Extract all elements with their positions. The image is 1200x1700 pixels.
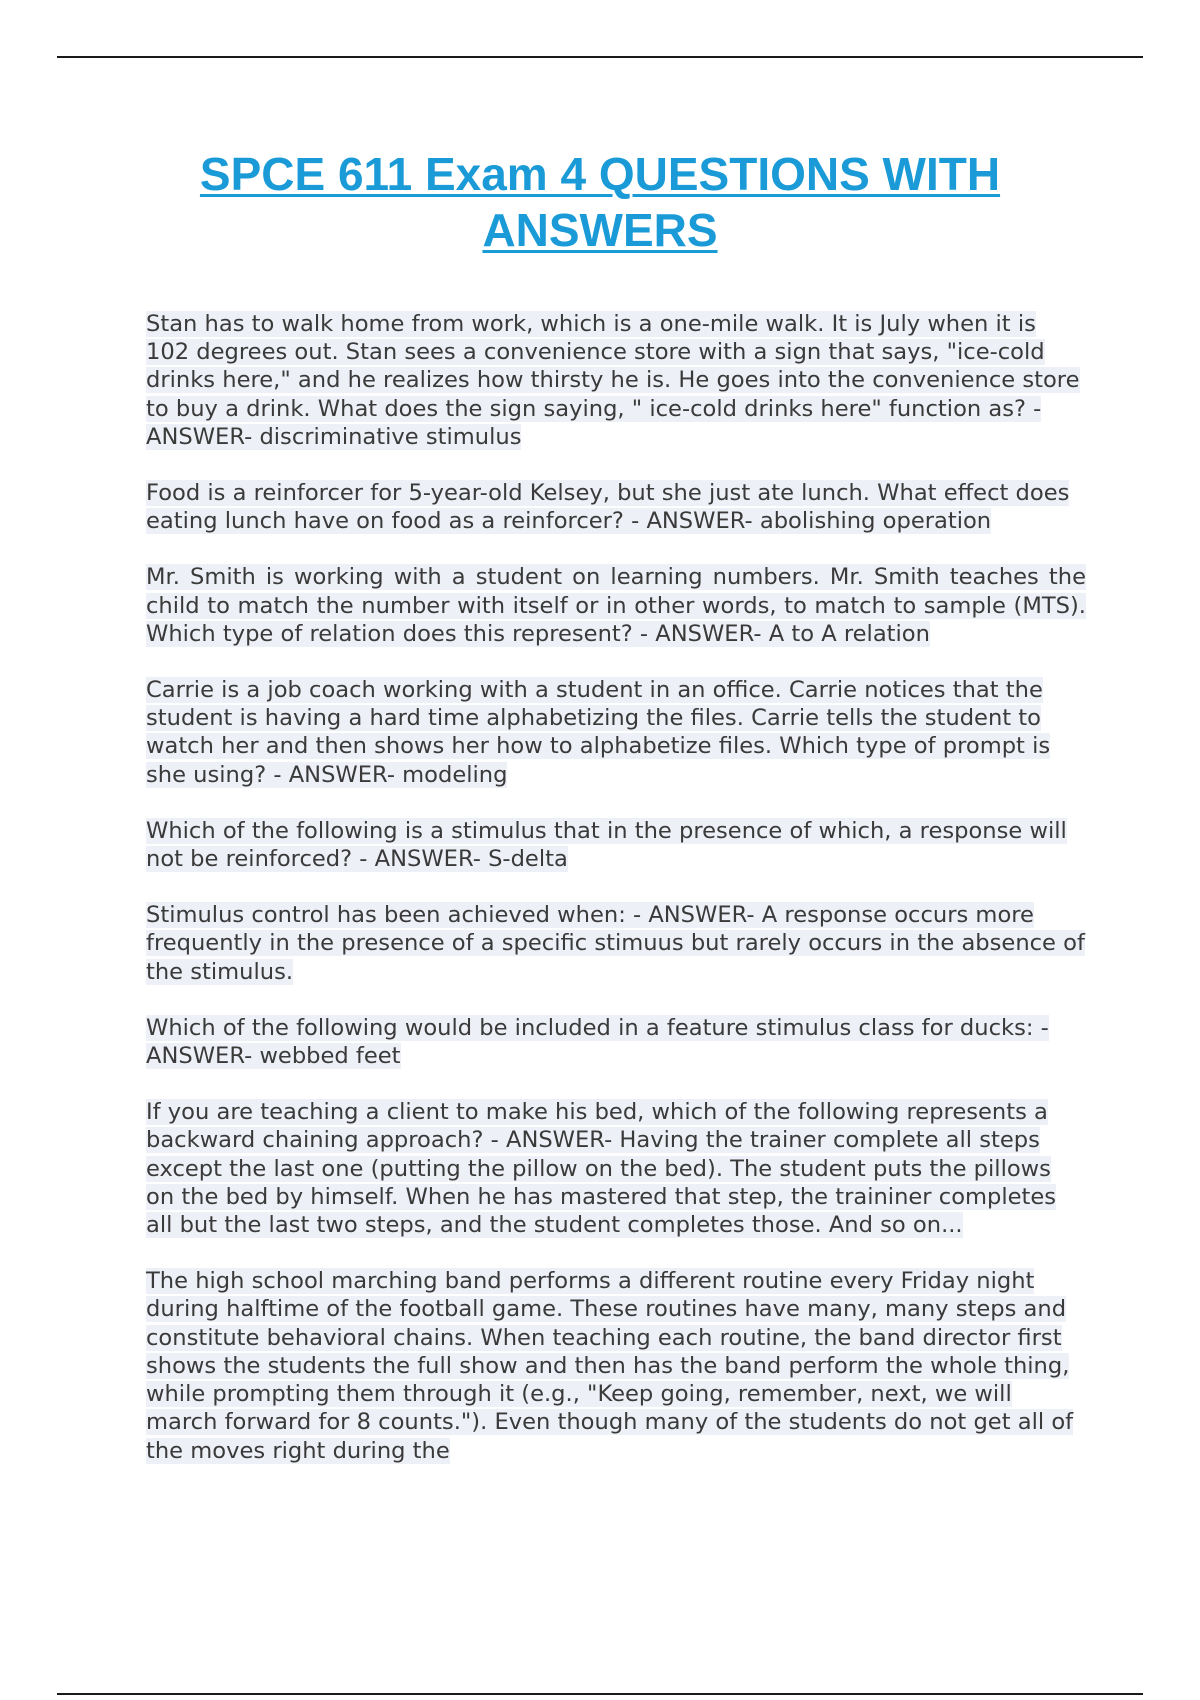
qa-item (146, 479, 1086, 535)
answer-text: S-delta (488, 846, 568, 873)
question-text: Stan has to walk home from work, which is a one-mile walk. It is July when it is 102 degrees out. Stan sees a convenience store with a sign that says, "ice-cold drinks here," and he realizes how thirsty he is. He goes into the convenience store to buy a drink. What does the sign saying, " ice-cold drinks here" function as? (146, 311, 1080, 422)
qa-item (146, 676, 1086, 789)
answer-text: discriminative stimulus (259, 423, 522, 450)
answer-text: modeling (402, 761, 508, 788)
answer-separator: - ANSWER- (483, 1127, 620, 1154)
answer-text: abolishing operation (759, 508, 992, 535)
answer-text: A response occurs more frequently in the presence of a specific stimuus but rarely occurs in the absence of the stimulus. (146, 902, 1085, 985)
question-text: Carrie is a job coach working with a student in an office. Carrie notices that the student is having a hard time alphabetizing the files. Carrie tells the student to watch her and then shows her how to alphabetize files. Which type of prompt is she using? (146, 677, 1051, 788)
bottom-rule (57, 1693, 1143, 1695)
qa-item (146, 817, 1086, 873)
qa-item (146, 563, 1086, 648)
answer-separator: - ANSWER- (352, 846, 489, 873)
question-text: Mr. Smith is working with a student on learning numbers. Mr. Smith teaches the child to match the number with itself or in other words, to match to sample (MTS). Which type of relation does this represent? (146, 564, 1086, 647)
answer-separator: - ANSWER- (625, 902, 762, 929)
question-text: Stimulus control has been achieved when: (146, 902, 626, 929)
qa-item (146, 310, 1086, 451)
top-rule (57, 56, 1143, 58)
answer-separator: - ANSWER- (146, 395, 1042, 450)
question-text: Which of the following would be included in a feature stimulus class for ducks: (146, 1014, 1034, 1041)
answer-separator: - ANSWER- (623, 508, 760, 535)
question-text: If you are teaching a client to make his bed, which of the following represents a backward chaining approach? (146, 1099, 1048, 1154)
answer-separator: - ANSWER- (146, 1014, 1049, 1070)
answer-separator: - ANSWER- (266, 761, 403, 788)
qa-item (146, 1014, 1086, 1070)
qa-item (146, 1098, 1086, 1239)
answer-separator: - ANSWER- (632, 620, 769, 647)
question-text: The high school marching band performs a different routine every Friday night during halftime of the football game. These routines have many, many steps and constitute behavioral chains. When teaching each routine, the band director first shows the students the full show and then has the band perform the whole thing, while prompting them through it (e.g., "Keep going, remember, next, we will march forward for 8 counts."). Even though many of the students do not get all of the moves right during the (146, 1268, 1074, 1464)
question-text: Food is a reinforcer for 5-year-old Kelsey, but she just ate lunch. What effect does eating lunch have on food as a reinforcer? (146, 480, 1070, 535)
qa-item (146, 901, 1086, 986)
page-title: SPCE 611 Exam 4 QUESTIONS WITH ANSWERS (199, 148, 1001, 256)
question-text: Which of the following is a stimulus that in the presence of which, a response will not be reinforced? (146, 817, 1067, 873)
answer-text: Having the trainer complete all steps except the last one (putting the pillow on the bed). The student puts the pillows on the bed by himself. When he has mastered that step, the traininer completes all but the last two steps, and the student completes those. And so on... (146, 1127, 1057, 1239)
qa-item (146, 1267, 1086, 1464)
answer-text: A to A relation (768, 620, 930, 647)
answer-text: webbed feet (259, 1043, 401, 1070)
qa-list (146, 310, 1086, 1493)
